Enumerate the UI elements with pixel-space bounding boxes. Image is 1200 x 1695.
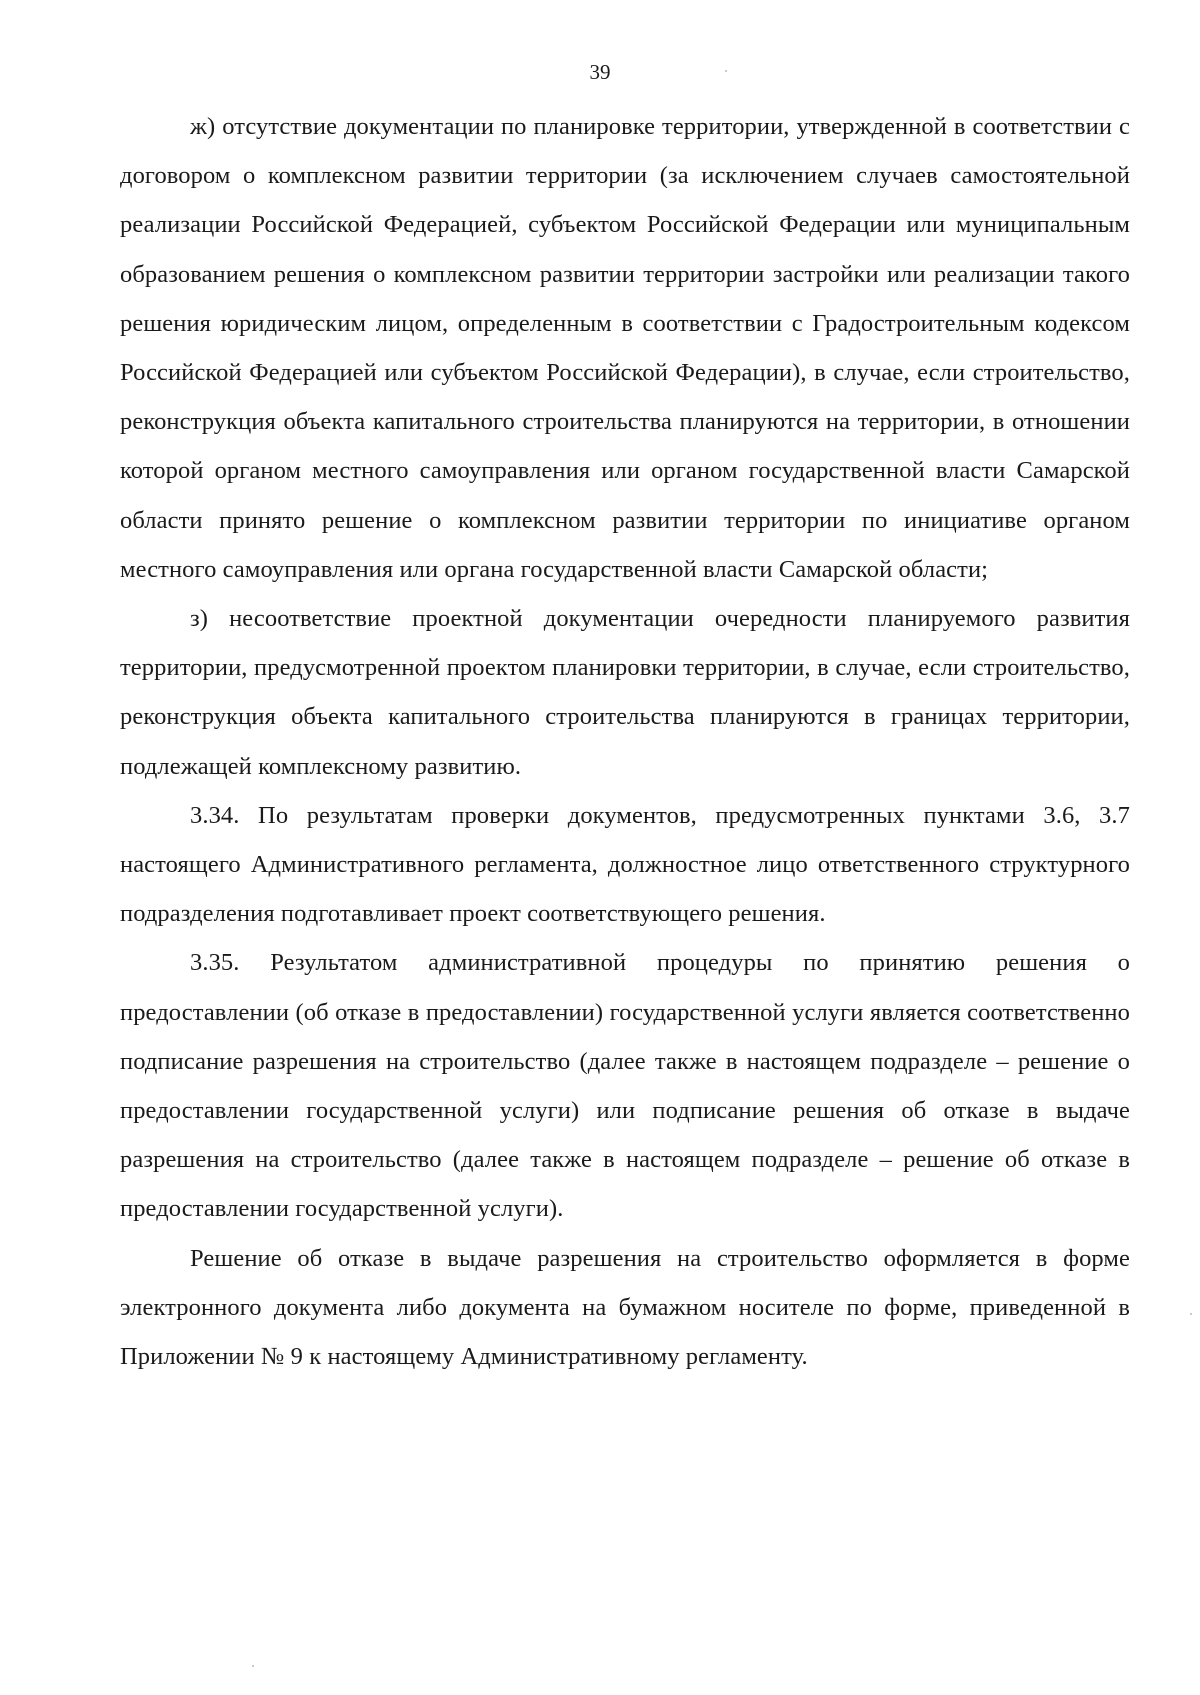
paragraph-refusal-form: Решение об отказе в выдаче разрешения на строительство оформляется в форме электронного документа либо документа на бумажном носителе по форме, приведенной в Приложении № 9 к настоящему Административному регламенту. bbox=[120, 1244, 1130, 1371]
scan-speck bbox=[252, 1665, 254, 1667]
page-number: 39 bbox=[589, 60, 611, 84]
document-body bbox=[120, 102, 1130, 1381]
paragraph-item-zh: ж) отсутствие документации по планировке территории, утвержденной в соответствии с договором о комплексном развитии территории (за исключением случаев самостоятельной реализации Российской Федерацией, субъектом Российской Федерации или муниципальным образованием решения о комплексном развитии территории застройки или реализации такого решения юридическим лицом, определенным в соответствии с Градостроительным кодексом Российской Федерацией или субъектом Российской Федерации), в случае, если строительство, реконструкция объекта капитального строительства планируются на территории, в отношении которой органом местного самоуправления или органом государственной власти Самарской области принято решение о комплексном развитии территории по инициативе органом местного самоуправления или органа государственной власти Самарской области; bbox=[120, 113, 1130, 583]
scan-speck bbox=[1190, 1313, 1192, 1315]
scan-speck bbox=[725, 70, 727, 72]
paragraph-clause-3-34: 3.34. По результатам проверки документов, предусмотренных пунктами 3.6, 3.7 настоящего Административного регламента, должностное лицо ответственного структурного подразделения подготавливает проект соответствующего решения. bbox=[120, 801, 1130, 928]
paragraph-item-z: з) несоответствие проектной документации очередности планируемого развития территории, предусмотренной проектом планировки территории, в случае, если строительство, реконструкция объекта капитального строительства планируются в границах территории, подлежащей комплексному развитию. bbox=[120, 605, 1130, 780]
paragraph-clause-3-35: 3.35. Результатом административной процедуры по принятию решения о предоставлении (об отказе в предоставлении) государственной услуги является соответственно подписание разрешения на строительство (далее также в настоящем подразделе – решение о предоставлении государственной услуги) или подписание решения об отказе в выдаче разрешения на строительство (далее также в настоящем подразделе – решение об отказе в предоставлении государственной услуги). bbox=[120, 949, 1130, 1223]
